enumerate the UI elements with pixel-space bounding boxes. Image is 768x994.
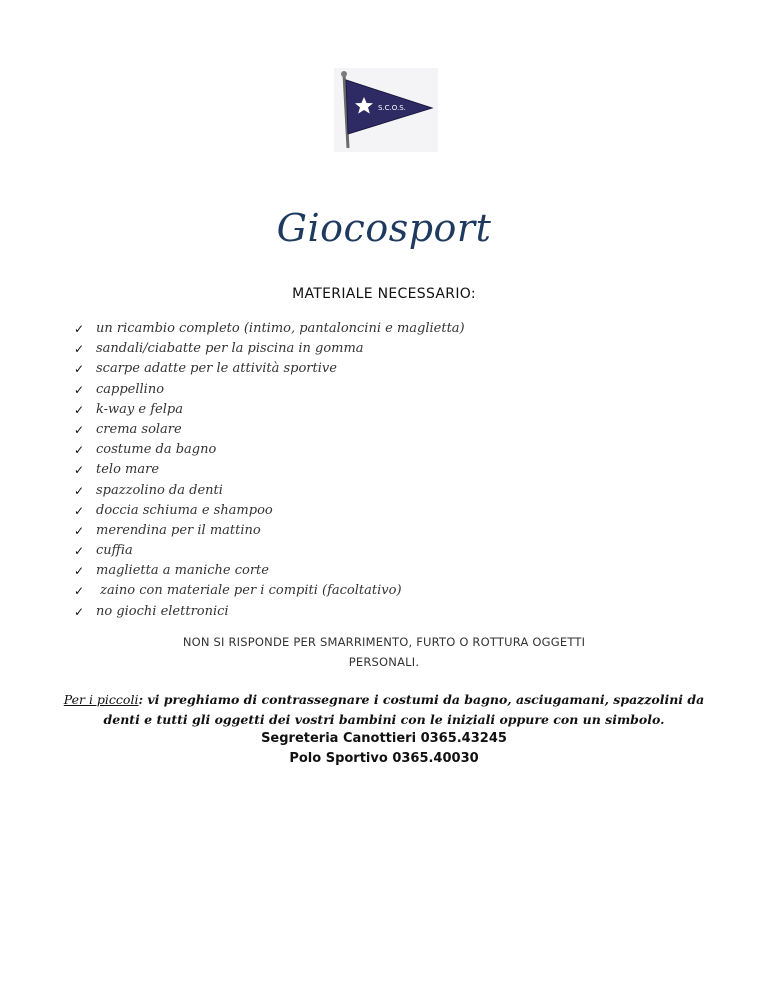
- item-text: crema solare: [96, 421, 182, 437]
- list-item: [74, 460, 465, 480]
- list-item: [74, 440, 465, 460]
- checkmark-icon: ✓: [74, 544, 85, 559]
- item-text: zaino con materiale per i compiti (facoltativo): [96, 583, 402, 599]
- notice-line-1: NON SI RISPONDE PER SMARRIMENTO, FURTO O ROTTURA OGGETTI: [182, 635, 586, 649]
- item-text: doccia schiuma e shampoo: [96, 502, 273, 518]
- checkmark-icon: ✓: [74, 564, 85, 579]
- list-item: [74, 359, 465, 379]
- contact-polo-sportivo: Polo Sportivo 0365.40030: [289, 751, 479, 766]
- checkmark-icon: ✓: [74, 523, 85, 538]
- item-text: cappellino: [96, 381, 165, 397]
- page-title: Giocosport: [276, 206, 492, 250]
- checkmark-icon: ✓: [74, 443, 85, 458]
- logo-text: S.C.O.S.: [378, 104, 406, 112]
- list-item: [74, 501, 465, 521]
- liability-notice: [120, 632, 648, 672]
- checkmark-icon: ✓: [74, 322, 85, 336]
- list-item: [74, 319, 465, 339]
- contact-segreteria: Segreteria Canottieri 0365.43245: [261, 731, 507, 746]
- item-text: merendina per il mattino: [96, 522, 261, 538]
- item-text: spazzolino da denti: [96, 482, 223, 498]
- list-item: [74, 339, 465, 359]
- list-item: [74, 561, 465, 581]
- item-text: k-way e felpa: [96, 401, 183, 417]
- equipment-list: [74, 319, 465, 622]
- checkmark-icon: ✓: [74, 422, 85, 437]
- list-item: [74, 380, 465, 400]
- list-item: [74, 602, 465, 622]
- checkmark-icon: ✓: [74, 503, 85, 518]
- item-text: un ricambio completo (intimo, pantaloncini e maglietta): [96, 321, 465, 336]
- section-heading: MATERIALE NECESSARIO:: [292, 286, 476, 302]
- list-item: [74, 400, 465, 420]
- item-text: sandali/ciabatte per la piscina in gomma: [96, 341, 364, 357]
- note-lead: Per i piccoli: [63, 692, 139, 707]
- club-logo: [334, 68, 438, 152]
- list-item: [74, 581, 465, 601]
- checkmark-icon: ✓: [74, 342, 85, 357]
- item-text: no giochi elettronici: [96, 603, 229, 619]
- checkmark-icon: ✓: [74, 604, 85, 619]
- pennant-flag-icon: [334, 68, 438, 152]
- checkmark-icon: ✓: [74, 483, 85, 498]
- item-text: costume da bagno: [96, 442, 217, 458]
- checkmark-icon: ✓: [74, 402, 85, 417]
- list-item: [74, 541, 465, 561]
- little-ones-note: [60, 690, 708, 730]
- list-item: [74, 420, 465, 440]
- item-text: cuffia: [96, 543, 133, 559]
- list-item: [74, 481, 465, 501]
- note-text: : vi preghiamo di contrassegnare i costumi da bagno, asciugamani, spazzolini da denti e tutti gli oggetti dei vostri bambini con le iniziali oppure con un simbolo.: [103, 692, 705, 727]
- notice-line-2: PERSONALI.: [348, 655, 420, 669]
- checkmark-icon: ✓: [74, 362, 85, 377]
- checkmark-icon: ✓: [74, 584, 85, 599]
- item-text: maglietta a maniche corte: [96, 563, 269, 579]
- item-text: telo mare: [96, 462, 160, 478]
- item-text: scarpe adatte per le attività sportive: [96, 361, 337, 377]
- list-item: [74, 521, 465, 541]
- checkmark-icon: ✓: [74, 382, 85, 397]
- checkmark-icon: ✓: [74, 463, 85, 478]
